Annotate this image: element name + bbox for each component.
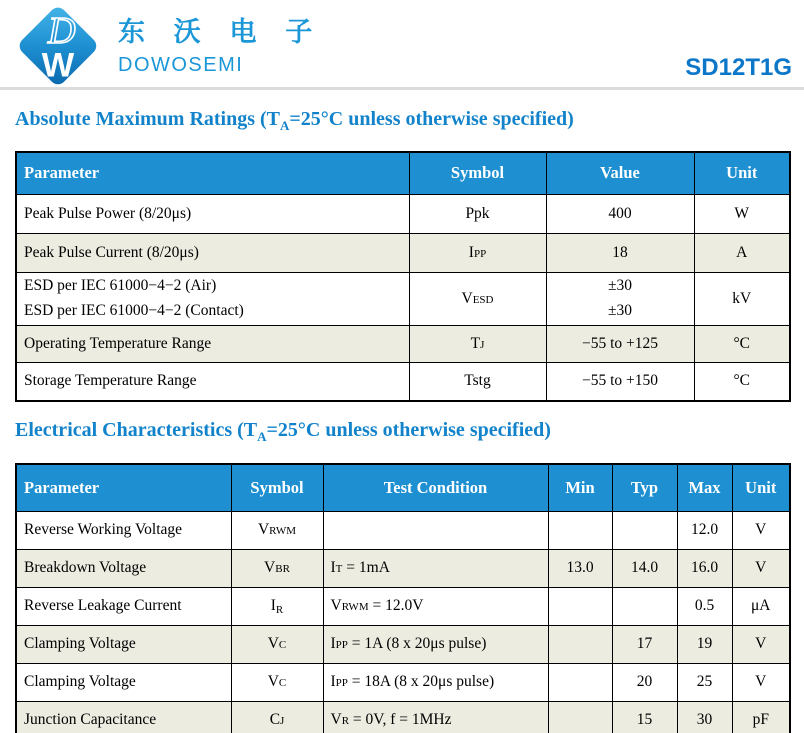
parameter-cell: Storage Temperature Range (16, 362, 409, 401)
ec-row-reverse-leakage-current (16, 587, 790, 625)
symbol-cell (409, 272, 546, 325)
dowosemi-logo-icon (6, 3, 108, 87)
symbol-cell (409, 362, 546, 401)
max-cell: 30 (677, 701, 732, 733)
ec-title-post: =25°C unless otherwise specified) (266, 419, 551, 441)
parameter-cell: Breakdown Voltage (16, 549, 231, 587)
max-cell: 0.5 (677, 587, 732, 625)
symbol-cell (409, 233, 546, 272)
unit-cell: kV (694, 272, 790, 325)
symbol-main: V (267, 635, 279, 652)
page-content (0, 106, 804, 733)
symbol-suffix: C (278, 677, 287, 689)
symbol-suffix: C (278, 639, 287, 651)
typ-cell: 20 (612, 663, 677, 701)
esd-air-label: ESD per IEC 61000−4−2 (Air) (24, 277, 217, 295)
symbol-main: V (461, 289, 473, 307)
test-condition-cell (323, 511, 548, 549)
max-cell: 25 (677, 663, 732, 701)
ec-header-row (16, 464, 790, 511)
esd-contact-label: ESD per IEC 61000−4−2 (Contact) (24, 301, 244, 319)
typ-cell: 14.0 (612, 549, 677, 587)
company-name-chinese: 东 沃 电 子 (118, 17, 324, 47)
amr-title-pre: Absolute Maximum Ratings (T (15, 108, 281, 130)
symbol-main: I (468, 243, 474, 261)
symbol-main: I (270, 596, 276, 614)
absolute-maximum-ratings-table (15, 151, 791, 402)
symbol-main: C (269, 710, 281, 728)
min-cell (548, 625, 612, 663)
symbol-cell (231, 511, 323, 549)
ec-row-clamping-voltage-18a (16, 663, 790, 701)
ec-header-typ: Typ (612, 464, 677, 511)
tc-rest: = 0V, f = 1MHz (349, 710, 452, 728)
unit-cell: V (732, 549, 790, 587)
value-cell: 400 (546, 194, 694, 233)
tc-rest: = 12.0V (368, 597, 424, 614)
amr-row-operating-temperature (16, 325, 790, 362)
value-cell: −55 to +125 (546, 325, 694, 362)
svg-text:W: W (41, 46, 75, 85)
svg-text:D: D (47, 10, 76, 53)
ec-header-unit: Unit (732, 464, 790, 511)
test-condition-cell (323, 549, 548, 587)
symbol-subscript: R (275, 603, 284, 616)
min-cell: 13.0 (548, 549, 612, 587)
unit-cell: °C (694, 362, 790, 401)
esd-air-value: ±30 (607, 277, 632, 295)
unit-cell: μA (732, 587, 790, 625)
unit-cell: V (732, 511, 790, 549)
test-condition-cell (323, 701, 548, 733)
min-cell (548, 701, 612, 733)
ec-header-max: Max (677, 464, 732, 511)
typ-cell: 15 (612, 701, 677, 733)
min-cell (548, 587, 612, 625)
company-name-block (118, 10, 323, 77)
parameter-cell: Peak Pulse Power (8/20μs) (16, 194, 409, 233)
section-title-electrical-characteristics (15, 417, 789, 450)
symbol-cell (231, 625, 323, 663)
symbol-suffix: RWM (269, 525, 297, 537)
ec-row-breakdown-voltage (16, 549, 790, 587)
ec-header-parameter: Parameter (16, 464, 231, 511)
unit-cell: V (732, 663, 790, 701)
esd-contact-value: ±30 (607, 301, 632, 319)
symbol-cell (231, 549, 323, 587)
parameter-cell: Reverse Working Voltage (16, 511, 231, 549)
typ-cell: 17 (612, 625, 677, 663)
ec-title-subscript: A (257, 429, 267, 444)
symbol-suffix: J (480, 338, 485, 351)
part-number: SD12T1G (685, 54, 792, 81)
page-header (0, 0, 804, 90)
symbol-cell (231, 663, 323, 701)
amr-title-post: =25°C unless otherwise specified) (289, 108, 574, 130)
tc-rest: = 1A (8 x 20μs pulse) (347, 635, 487, 652)
typ-cell (612, 587, 677, 625)
amr-row-esd (16, 272, 790, 325)
electrical-characteristics-table (15, 463, 791, 733)
tc-main: I (330, 635, 336, 652)
ec-header-min: Min (548, 464, 612, 511)
section-title-absolute-maximum-ratings (15, 106, 789, 139)
amr-header-symbol: Symbol (409, 152, 546, 194)
symbol-suffix: PP (473, 247, 487, 260)
symbol-main: V (267, 673, 279, 690)
parameter-cell: Reverse Leakage Current (16, 587, 231, 625)
symbol-main: T (470, 334, 481, 352)
amr-header-parameter: Parameter (16, 152, 409, 194)
symbol-main: Tstg (464, 372, 491, 390)
parameter-cell: Junction Capacitance (16, 701, 231, 733)
max-cell: 12.0 (677, 511, 732, 549)
parameter-cell: Peak Pulse Current (8/20μs) (16, 233, 409, 272)
symbol-suffix: J (280, 714, 285, 727)
tc-suffix: PP (335, 639, 348, 651)
unit-cell: V (732, 625, 790, 663)
value-cell (546, 272, 694, 325)
parameter-cell: Clamping Voltage (16, 625, 231, 663)
max-cell: 19 (677, 625, 732, 663)
unit-cell: A (694, 233, 790, 272)
max-cell: 16.0 (677, 549, 732, 587)
tc-rest: = 1mA (342, 559, 390, 576)
symbol-cell (409, 194, 546, 233)
ec-header-symbol: Symbol (231, 464, 323, 511)
parameter-cell (16, 272, 409, 325)
ec-header-test-condition: Test Condition (323, 464, 548, 511)
amr-row-peak-pulse-power (16, 194, 790, 233)
test-condition-cell (323, 587, 548, 625)
test-condition-cell (323, 663, 548, 701)
tc-main: I (330, 673, 336, 690)
parameter-cell: Clamping Voltage (16, 663, 231, 701)
company-name-english: DOWOSEMI (118, 54, 244, 76)
symbol-cell (409, 325, 546, 362)
tc-suffix: R (341, 714, 350, 727)
symbol-suffix: BR (275, 563, 290, 575)
tc-rest: = 18A (8 x 20μs pulse) (347, 673, 495, 690)
tc-main: V (330, 710, 342, 728)
symbol-cell (231, 587, 323, 625)
min-cell (548, 663, 612, 701)
tc-suffix: PP (335, 677, 348, 689)
amr-row-storage-temperature (16, 362, 790, 401)
tc-main: V (330, 597, 342, 614)
ec-title-pre: Electrical Characteristics (T (15, 419, 258, 441)
amr-header-row (16, 152, 790, 194)
min-cell (548, 511, 612, 549)
tc-suffix: T (335, 563, 343, 575)
amr-title-subscript: A (280, 118, 290, 133)
value-cell: 18 (546, 233, 694, 272)
symbol-suffix: ESD (472, 293, 494, 306)
tc-suffix: RWM (341, 601, 369, 613)
ec-row-junction-capacitance (16, 701, 790, 733)
unit-cell: pF (732, 701, 790, 733)
tc-main: I (330, 559, 336, 576)
unit-cell: W (694, 194, 790, 233)
parameter-cell: Operating Temperature Range (16, 325, 409, 362)
unit-cell: °C (694, 325, 790, 362)
typ-cell (612, 511, 677, 549)
symbol-main: V (257, 521, 270, 538)
ec-row-clamping-voltage-1a (16, 625, 790, 663)
symbol-cell (231, 701, 323, 733)
value-cell: −55 to +150 (546, 362, 694, 401)
amr-header-unit: Unit (694, 152, 790, 194)
test-condition-cell (323, 625, 548, 663)
symbol-main: Ppk (465, 204, 490, 222)
ec-row-reverse-working-voltage (16, 511, 790, 549)
amr-row-peak-pulse-current (16, 233, 790, 272)
symbol-main: V (264, 559, 276, 576)
amr-header-value: Value (546, 152, 694, 194)
